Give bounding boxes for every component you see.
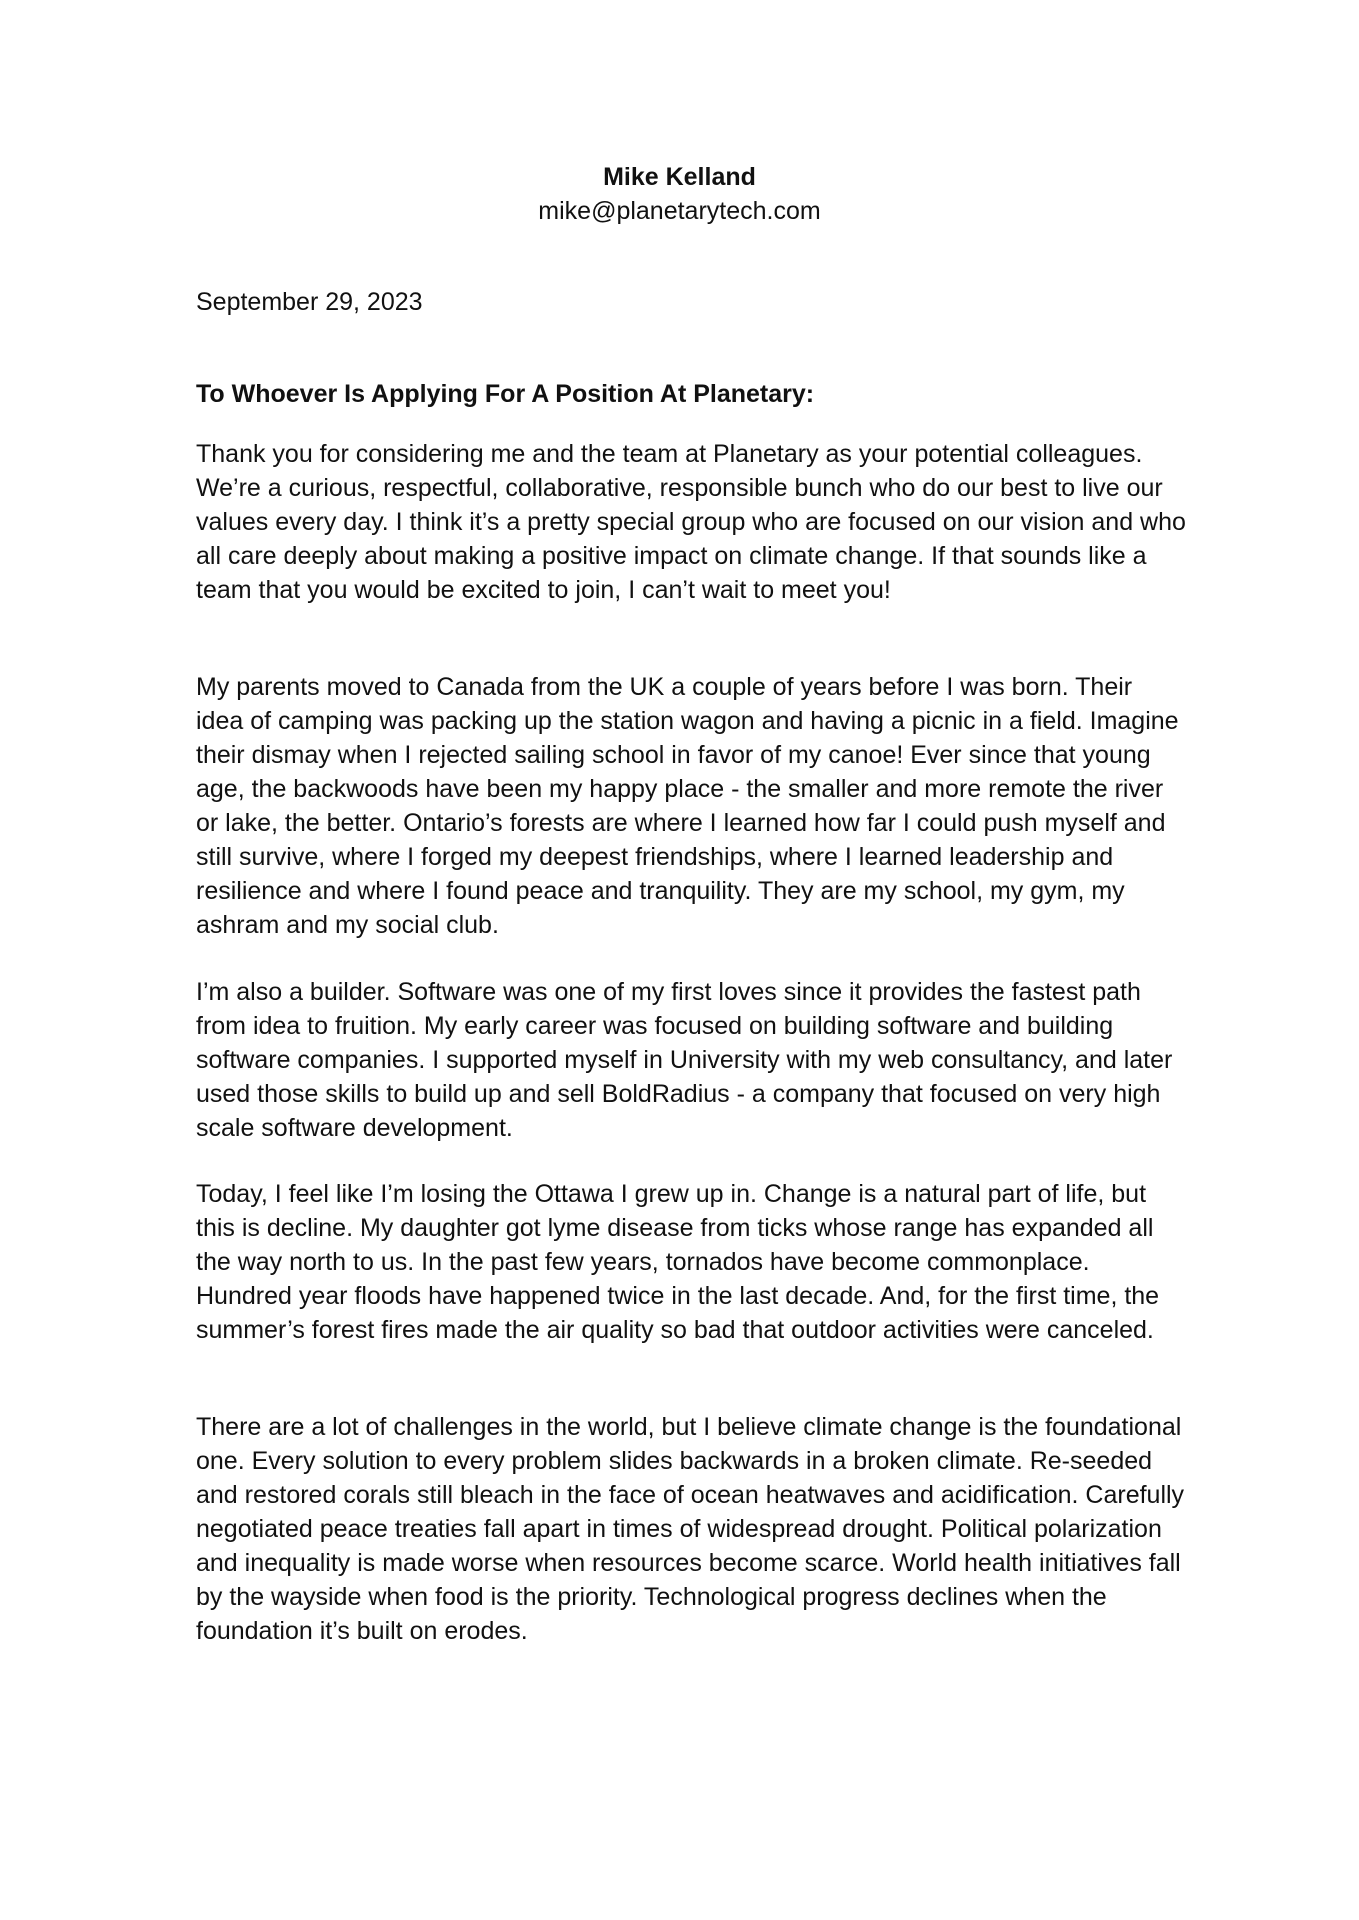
letter-paragraph: My parents moved to Canada from the UK a couple of years before I was born. Their idea of camping was packing up the station wagon and having a picnic in a field. Imagine their dismay when I rejected sailing school in favor of my canoe! Ever since that young age, the backwoods have been my happy place - the smaller and more remote the river or lake, the better. Ontario’s forests are where I learned how far I could push myself and still survive, where I forged my deepest friendships, where I learned leadership and resilience and where I found peace and tranquility. They are my school, my gym, my ashram and my social club. (196, 673, 1179, 939)
letter-paragraph: Today, I feel like I’m losing the Ottawa I grew up in. Change is a natural part of life, but this is decline. My daughter got lyme disease from ticks whose range has expanded all the way north to us. In the past few years, tornados have become commonplace. Hundred year floods have happened twice in the last decade. And, for the first time, the summer’s forest fires made the air quality so bad that outdoor activities were canceled. (196, 1180, 1160, 1344)
sender-email: mike@planetarytech.com (538, 197, 821, 225)
letter-paragraph: There are a lot of challenges in the world, but I believe climate change is the foundational one. Every solution to every problem slides backwards in a broken climate. Re-seeded and restored corals still bleach in the face of ocean heatwaves and acidification. Carefully negotiated peace treaties fall apart in times of widespread drought. Political polarization and inequality is made worse when resources become scarce. World health initiatives fall by the wayside when food is the priority. Technological progress declines when the foundation it’s built on erodes. (196, 1413, 1185, 1645)
sender-name: Mike Kelland (603, 163, 756, 191)
letter-header (0, 160, 1359, 228)
letter-salutation: To Whoever Is Applying For A Position At Planetary: (196, 380, 815, 408)
letter-paragraph: I’m also a builder. Software was one of my first loves since it provides the fastest path from idea to fruition. My early career was focused on building software and building software companies. I supported myself in University with my web consultancy, and later used those skills to build up and sell BoldRadius - a company that focused on very high scale software development. (196, 978, 1173, 1142)
letter-paragraph: Thank you for considering me and the team at Planetary as your potential colleagues. We’re a curious, respectful, collaborative, responsible bunch who do our best to live our values every day. I think it’s a pretty special group who are focused on our vision and who all care deeply about making a positive impact on climate change. If that sounds like a team that you would be excited to join, I can’t wait to meet you! (196, 440, 1186, 604)
letter-date: September 29, 2023 (196, 288, 423, 316)
